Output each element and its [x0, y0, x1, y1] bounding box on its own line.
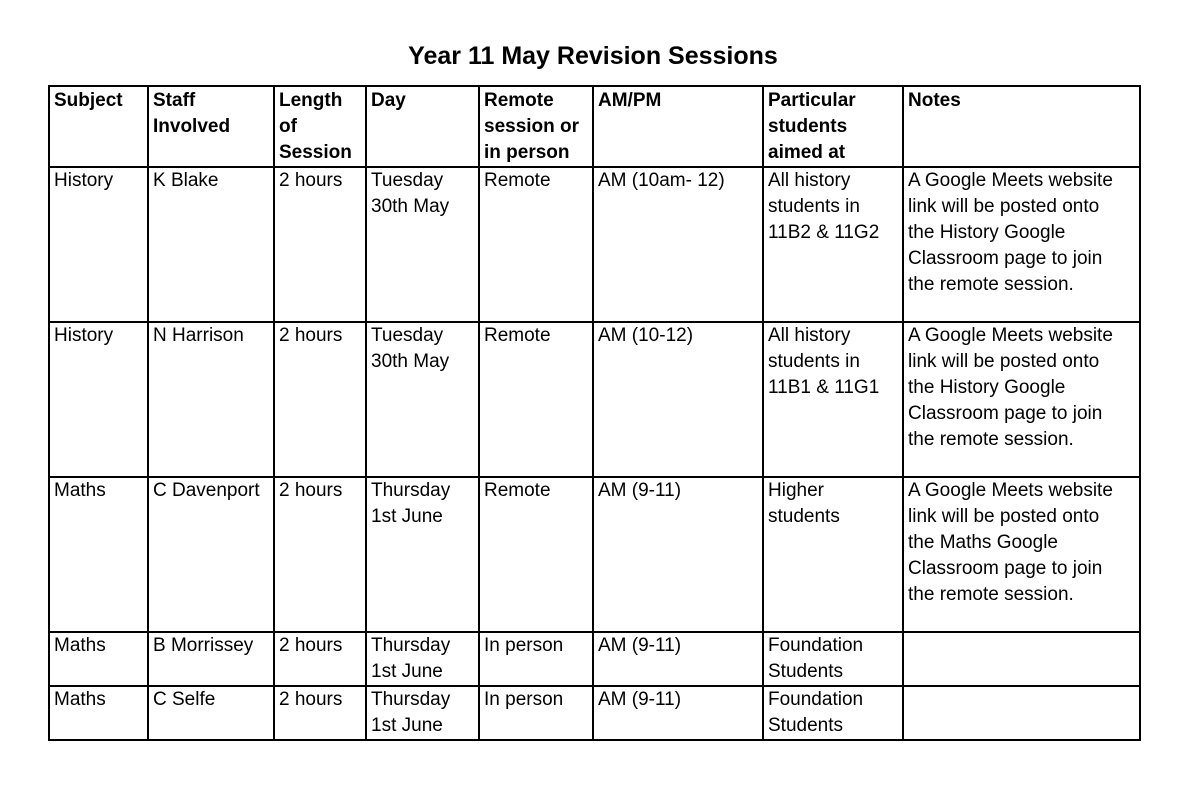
cell-staff: B Morrissey [148, 632, 274, 686]
cell-mode: In person [479, 632, 593, 686]
cell-length: 2 hours [274, 632, 366, 686]
cell-mode: In person [479, 686, 593, 740]
cell-length: 2 hours [274, 477, 366, 632]
column-header-ampm: AM/PM [593, 86, 763, 167]
cell-subject: History [49, 322, 148, 477]
column-header-students: Particular students aimed at [763, 86, 903, 167]
cell-students: Higher students [763, 477, 903, 632]
cell-day: Thursday 1st June [366, 632, 479, 686]
cell-subject: History [49, 167, 148, 322]
cell-mode: Remote [479, 477, 593, 632]
cell-notes: A Google Meets website link will be posted onto the History Google Classroom page to join the remote session. [903, 322, 1140, 477]
cell-staff: N Harrison [148, 322, 274, 477]
cell-notes: A Google Meets website link will be posted onto the Maths Google Classroom page to join the remote session. [903, 477, 1140, 632]
cell-notes [903, 686, 1140, 740]
table-row [49, 167, 1140, 322]
cell-ampm: AM (9-11) [593, 477, 763, 632]
cell-day: Tuesday 30th May [366, 167, 479, 322]
table-row [49, 686, 1140, 740]
column-header-notes: Notes [903, 86, 1140, 167]
cell-length: 2 hours [274, 167, 366, 322]
cell-students: All history students in 11B1 & 11G1 [763, 322, 903, 477]
cell-ampm: AM (9-11) [593, 632, 763, 686]
cell-day: Tuesday 30th May [366, 322, 479, 477]
cell-staff: C Selfe [148, 686, 274, 740]
cell-notes: A Google Meets website link will be posted onto the History Google Classroom page to join the remote session. [903, 167, 1140, 322]
header-row [49, 86, 1140, 167]
table-row [49, 632, 1140, 686]
cell-subject: Maths [49, 632, 148, 686]
cell-subject: Maths [49, 686, 148, 740]
column-header-staff: Staff Involved [148, 86, 274, 167]
column-header-length: Length of Session [274, 86, 366, 167]
cell-students: Foundation Students [763, 632, 903, 686]
cell-ampm: AM (9-11) [593, 686, 763, 740]
cell-students: Foundation Students [763, 686, 903, 740]
column-header-day: Day [366, 86, 479, 167]
page-title: Year 11 May Revision Sessions [408, 42, 778, 70]
cell-ampm: AM (10am- 12) [593, 167, 763, 322]
table-row [49, 322, 1140, 477]
cell-length: 2 hours [274, 322, 366, 477]
cell-mode: Remote [479, 322, 593, 477]
cell-length: 2 hours [274, 686, 366, 740]
cell-staff: C Davenport [148, 477, 274, 632]
column-header-mode: Remote session or in person [479, 86, 593, 167]
cell-students: All history students in 11B2 & 11G2 [763, 167, 903, 322]
cell-subject: Maths [49, 477, 148, 632]
cell-staff: K Blake [148, 167, 274, 322]
cell-day: Thursday 1st June [366, 686, 479, 740]
cell-ampm: AM (10-12) [593, 322, 763, 477]
column-header-subject: Subject [49, 86, 148, 167]
cell-mode: Remote [479, 167, 593, 322]
revision-sessions-table [48, 85, 1141, 741]
cell-day: Thursday 1st June [366, 477, 479, 632]
table-row [49, 477, 1140, 632]
cell-notes [903, 632, 1140, 686]
